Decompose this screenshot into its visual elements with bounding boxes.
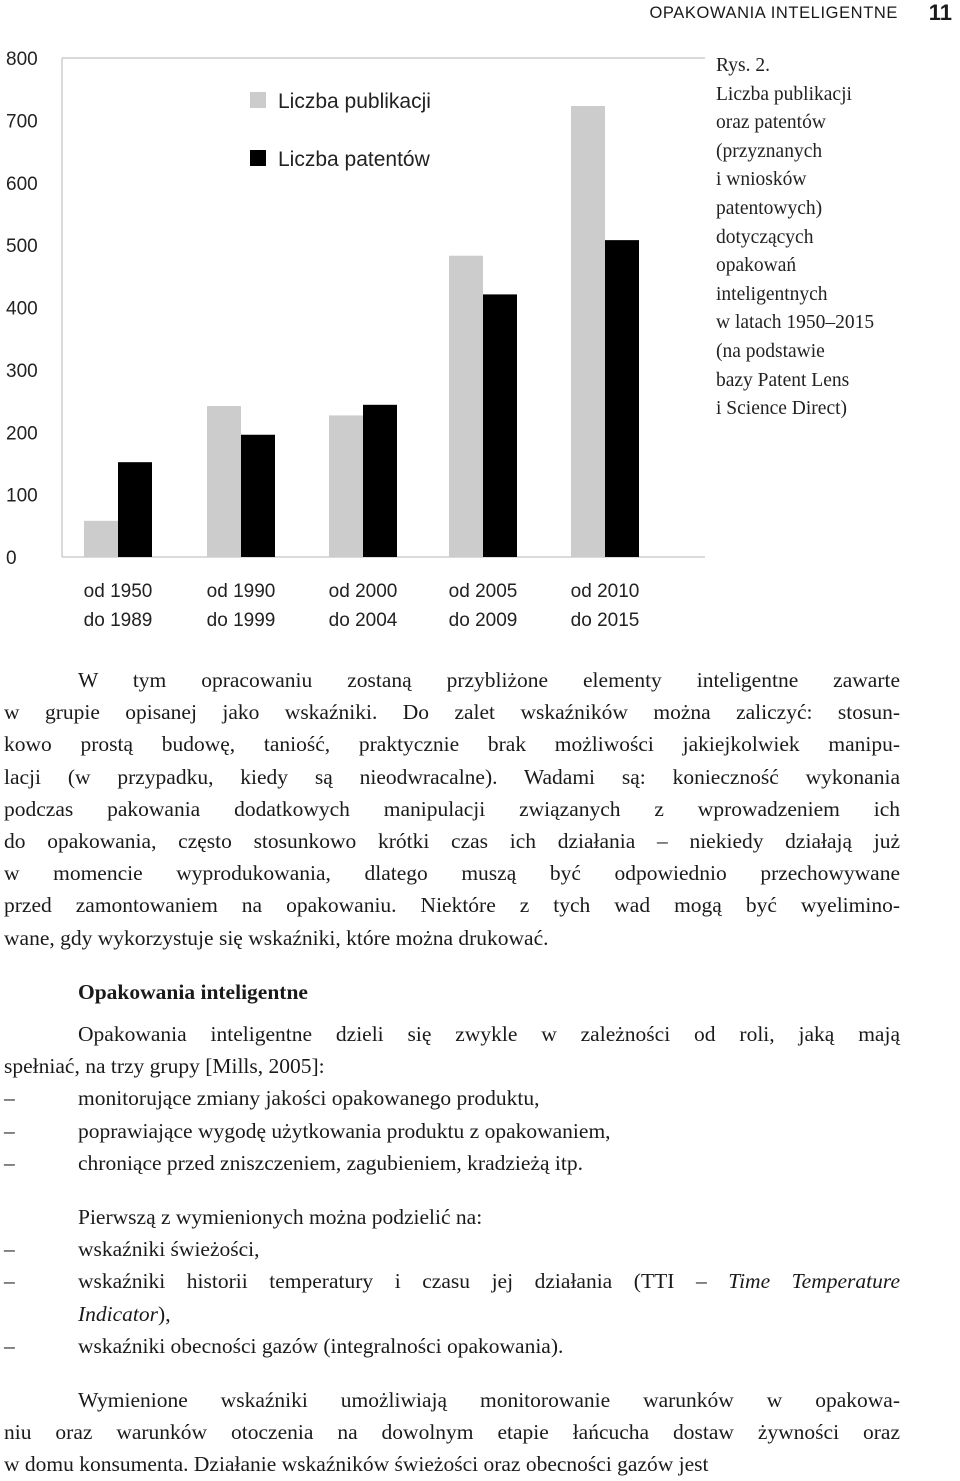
caption-line: Liczba publikacji <box>716 83 852 105</box>
text-line: do opakowania, często stosunkowo krótki czas ich działania – niekiedy działają już <box>4 829 900 854</box>
y-tick-label: 100 <box>6 485 38 507</box>
caption-line: i Science Direct) <box>716 398 848 420</box>
paragraph-groups <box>4 1018 900 1082</box>
page-number: 11 <box>928 0 952 25</box>
y-tick-label: 0 <box>6 548 17 569</box>
x-tick-label: do 2004 <box>328 610 398 631</box>
legend-swatch <box>250 92 266 108</box>
text-line: Wymienione wskaźniki umożliwiają monitorowanie warunków w opakowa- <box>78 1388 900 1413</box>
x-tick-label: od 1950 <box>83 581 153 602</box>
caption-text <box>716 81 956 424</box>
bar-chart <box>0 36 705 646</box>
list-item-text: chroniące przed zniszczeniem, zagubieniem, kradzieżą itp. <box>78 1150 583 1175</box>
y-tick-label: 800 <box>6 49 38 70</box>
text-line: w domu konsumenta. Działanie wskaźników świeżości oraz obecności gazów jest <box>4 1452 709 1477</box>
bar-publications <box>571 106 605 557</box>
list-dash: – <box>4 1150 15 1175</box>
x-tick-label: do 2015 <box>570 610 640 631</box>
legend-label: Liczba publikacji <box>278 90 431 113</box>
x-tick-label: od 2000 <box>328 581 398 602</box>
text-line: wane, gdy wykorzystuje się wskaźniki, które można drukować. <box>4 925 549 950</box>
bar-publications <box>84 521 118 557</box>
list-item-italic: Indicator <box>78 1301 159 1326</box>
caption-line: bazy Patent Lens <box>716 369 850 391</box>
text-line: w momencie wyprodukowania, dlatego muszą być odpowiednio przechowywane <box>4 861 900 886</box>
text-line: w grupie opisanej jako wskaźniki. Do zalet wskaźników można zaliczyć: stosun- <box>4 700 900 725</box>
x-tick-label: do 2009 <box>448 610 518 631</box>
bar-patents <box>363 405 397 557</box>
figure-caption <box>716 52 956 424</box>
list-item <box>4 1147 900 1179</box>
groups-list <box>4 1082 900 1179</box>
section-heading: Opakowania inteligentne <box>78 979 308 1004</box>
list-item <box>4 1265 900 1329</box>
list-dash: – <box>4 1333 15 1358</box>
bar-patents <box>118 462 152 557</box>
list-item-italic: Time Temperature <box>728 1269 900 1294</box>
list-dash: – <box>4 1269 15 1294</box>
text-line: kowo prostą budowę, taniość, praktycznie brak możliwości jakiejkolwiek manipu- <box>4 732 900 757</box>
caption-line: (na podstawie <box>716 340 825 362</box>
running-header: OPAKOWANIA INTELIGENTNE <box>649 4 898 22</box>
caption-line: patentowych) <box>716 197 823 219</box>
bar-publications <box>329 415 363 557</box>
list-item-text: wskaźniki obecności gazów (integralności opakowania). <box>78 1333 564 1358</box>
text-line: podczas pakowania dodatkowych manipulacji związanych z wprowadzeniem ich <box>4 796 900 821</box>
bar-patents <box>483 294 517 557</box>
caption-line: dotyczących <box>716 226 814 248</box>
body-text <box>4 664 900 1481</box>
list-dash: – <box>4 1237 15 1262</box>
caption-line: opakowań <box>716 255 797 277</box>
y-tick-label: 200 <box>6 423 38 445</box>
text-line: Opakowania inteligentne dzieli się zwykle w zależności od roli, jaką mają <box>78 1022 900 1047</box>
text-line: przed zamontowaniem na opakowaniu. Niektóre z tych wad mogą być wyelimino- <box>4 893 900 918</box>
bar-patents <box>241 435 275 557</box>
bar-publications <box>449 256 483 557</box>
x-tick-label: do 1989 <box>83 610 153 631</box>
x-tick-label: do 1999 <box>206 610 276 631</box>
y-tick-label: 600 <box>6 173 38 195</box>
list-item-text: poprawiające wygodę użytkowania produktu z opakowaniem, <box>78 1118 611 1143</box>
legend-swatch <box>250 150 266 166</box>
list-item-text: monitorujące zmiany jakości opakowanego produktu, <box>78 1086 540 1111</box>
text-line: lacji (w przypadku, kiedy są nieodwracalne). Wadami są: konieczność wykonania <box>4 764 900 789</box>
list-item <box>4 1082 900 1114</box>
caption-line: oraz patentów <box>716 112 826 134</box>
x-tick-label: od 1990 <box>206 581 276 602</box>
y-tick-label: 400 <box>6 298 38 320</box>
caption-line: (przyznanych <box>716 140 823 162</box>
paragraph-monitoring <box>4 1384 900 1481</box>
caption-line: w latach 1950–2015 <box>716 312 875 334</box>
list-item-text: wskaźniki świeżości, <box>78 1237 260 1262</box>
list-item-text: ), <box>158 1301 171 1326</box>
text-line: niu oraz warunków otoczenia na dowolnym etapie łańcucha dostaw żywności oraz <box>4 1420 900 1445</box>
bar-publications <box>207 406 241 557</box>
caption-label: Rys. 2. <box>716 55 770 76</box>
list-dash: – <box>4 1086 15 1111</box>
y-tick-label: 700 <box>6 111 38 133</box>
y-tick-label: 300 <box>6 360 38 382</box>
y-tick-label: 500 <box>6 236 38 258</box>
caption-line: inteligentnych <box>716 283 828 305</box>
list-item <box>4 1330 900 1362</box>
paragraph-first-group: Pierwszą z wymienionych można podzielić na: <box>78 1205 483 1230</box>
paragraph-intro <box>4 664 900 954</box>
list-dash: – <box>4 1118 15 1143</box>
x-tick-label: od 2005 <box>448 581 518 602</box>
x-tick-label: od 2010 <box>570 581 640 602</box>
caption-line: i wniosków <box>716 169 807 191</box>
bar-patents <box>605 240 639 557</box>
list-item <box>4 1233 900 1265</box>
list-item <box>4 1115 900 1147</box>
list-item-text: wskaźniki historii temperatury i czasu jej działania (TTI – <box>78 1269 729 1294</box>
text-line: spełniać, na trzy grupy [Mills, 2005]: <box>4 1054 325 1079</box>
legend-label: Liczba patentów <box>278 148 430 171</box>
indicators-list <box>4 1233 900 1362</box>
text-line: W tym opracowaniu zostaną przybliżone elementy inteligentne zawarte <box>78 668 900 692</box>
